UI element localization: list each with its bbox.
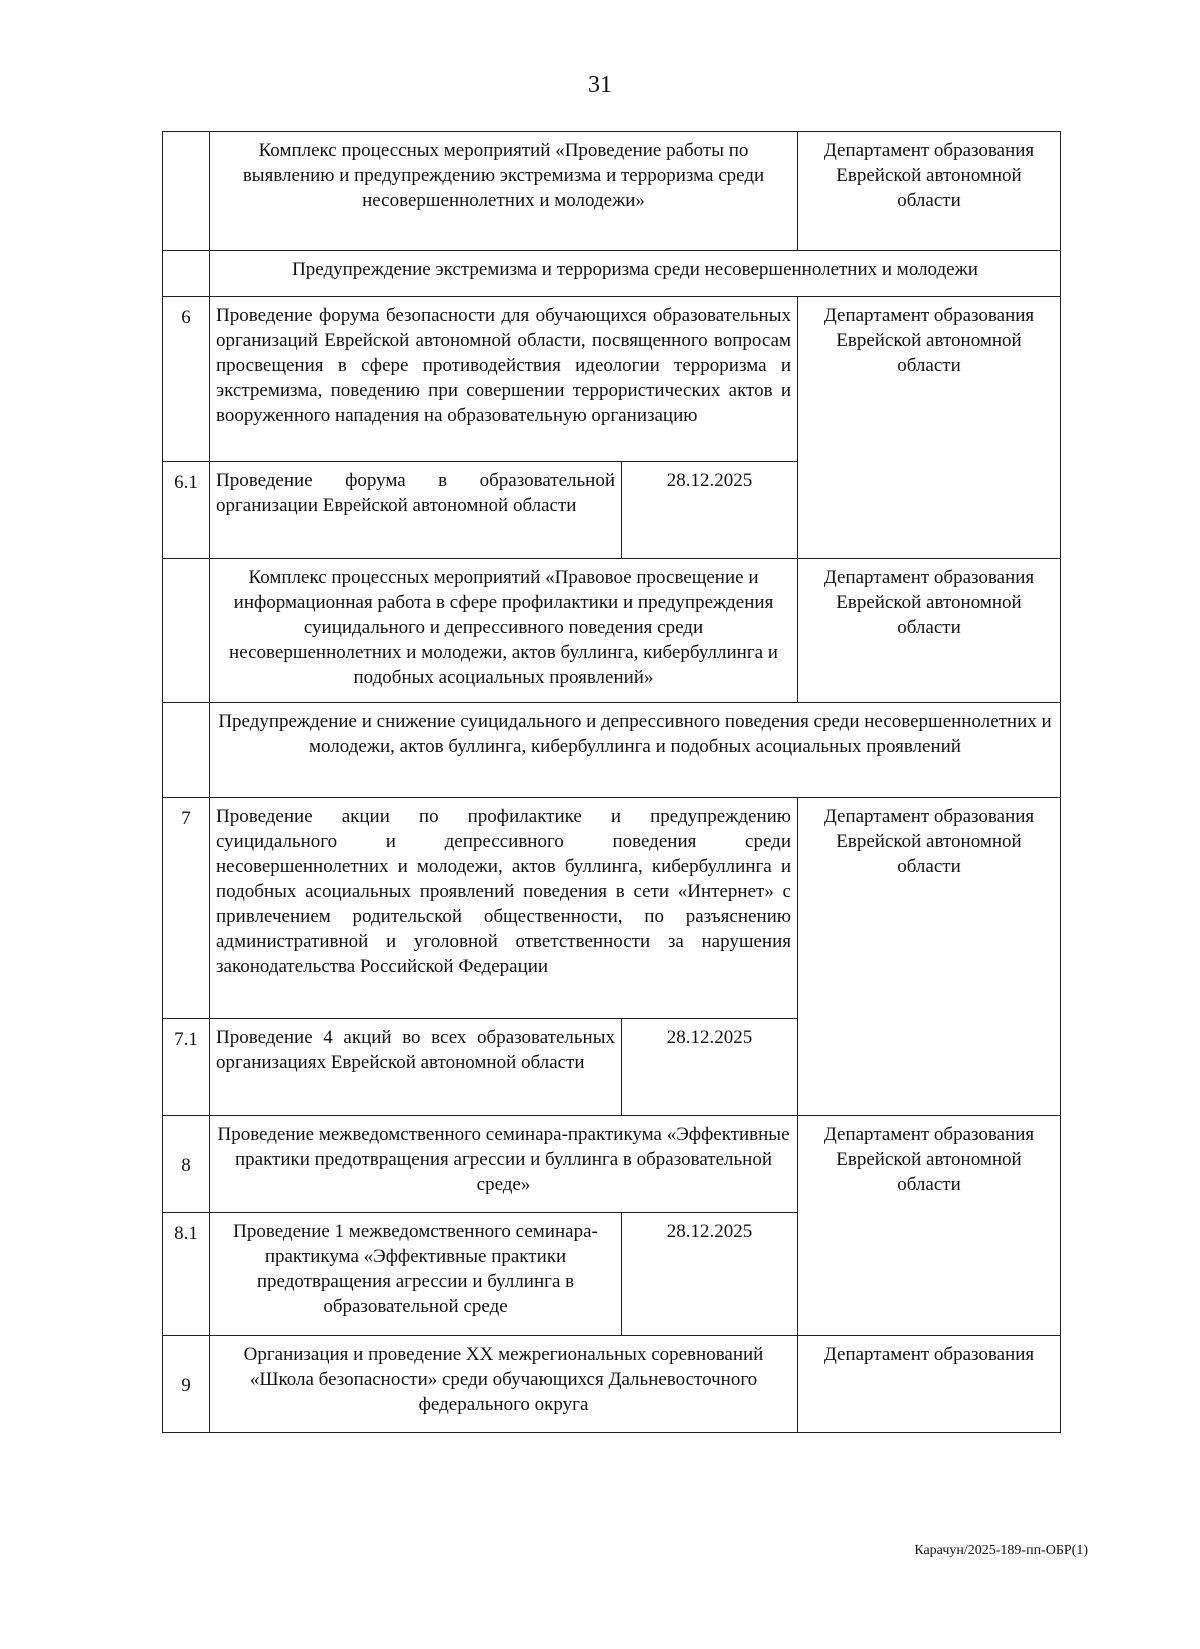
event-description: Проведение 1 межведомственного семинара-практикума «Эффективные практики предотвращения агрессии и буллинга в образовательной среде xyxy=(210,1213,622,1336)
event-description: Проведение 4 акций во всех образовательных организациях Еврейской автономной области xyxy=(210,1019,622,1116)
responsible-department: Департамент образования Еврейской автономной области xyxy=(798,1116,1061,1336)
event-description: Организация и проведение XX межрегиональных соревнований «Школа безопасности» среди обучающихся Дальневосточного федерального округа xyxy=(210,1336,798,1433)
table-row xyxy=(163,798,1061,1019)
row-number-cell: 8 xyxy=(163,1116,210,1213)
event-description: Проведение акции по профилактике и предупреждению суицидального и депрессивного поведения среди несовершеннолетних и молодежи, актов буллинга, кибербуллинга и подобных асоциальных проявлений поведения в сети «Интернет» с привлечением родительской общественности, по разъяснению административной и уголовной ответственности за нарушения законодательства Российской Федерации xyxy=(210,798,798,1019)
table-row xyxy=(163,297,1061,462)
deadline-date: 28.12.2025 xyxy=(622,1019,798,1116)
responsible-department: Департамент образования xyxy=(798,1336,1061,1433)
row-number-cell xyxy=(163,251,210,297)
section-heading: Предупреждение экстремизма и терроризма среди несовершеннолетних и молодежи xyxy=(210,251,1061,297)
responsible-department: Департамент образования Еврейской автономной области xyxy=(798,297,1061,559)
row-number-cell: 9 xyxy=(163,1336,210,1433)
deadline-date: 28.12.2025 xyxy=(622,462,798,559)
row-number-cell xyxy=(163,132,210,251)
events-table xyxy=(162,131,1061,1433)
table-row xyxy=(163,1116,1061,1213)
table-row xyxy=(163,1336,1061,1433)
row-number-cell: 7.1 xyxy=(163,1019,210,1116)
event-description: Проведение межведомственного семинара-практикума «Эффективные практики предотвращения агрессии и буллинга в образовательной среде» xyxy=(210,1116,798,1213)
complex-title: Комплекс процессных мероприятий «Проведение работы по выявлению и предупреждению экстремизма и терроризма среди несовершеннолетних и молодежи» xyxy=(210,132,798,251)
table-row xyxy=(163,251,1061,297)
row-number-cell xyxy=(163,559,210,703)
document-code: Карачун/2025-189-пп-ОБР(1) xyxy=(914,1543,1088,1558)
table-row xyxy=(163,703,1061,798)
event-description: Проведение форума безопасности для обучающихся образовательных организаций Еврейской автономной области, посвященного вопросам просвещения в сфере противодействия идеологии терроризма и экстремизма, поведению при совершении террористических актов и вооруженного нападения на образовательную организацию xyxy=(210,297,798,462)
event-description: Проведение форума в образовательной организации Еврейской автономной области xyxy=(210,462,622,559)
row-number-cell xyxy=(163,703,210,798)
row-number-cell: 7 xyxy=(163,798,210,1019)
complex-title: Комплекс процессных мероприятий «Правовое просвещение и информационная работа в сфере профилактики и предупреждения суицидального и депрессивного поведения среди несовершеннолетних и молодежи, актов буллинга, кибербуллинга и подобных асоциальных проявлений» xyxy=(210,559,798,703)
responsible-department: Департамент образования Еврейской автономной области xyxy=(798,559,1061,703)
page-number: 31 xyxy=(588,72,612,98)
deadline-date: 28.12.2025 xyxy=(622,1213,798,1336)
responsible-department: Департамент образования Еврейской автономной области xyxy=(798,132,1061,251)
responsible-department: Департамент образования Еврейской автономной области xyxy=(798,798,1061,1116)
table-row xyxy=(163,132,1061,251)
table-row xyxy=(163,559,1061,703)
row-number-cell: 6.1 xyxy=(163,462,210,559)
row-number-cell: 8.1 xyxy=(163,1213,210,1336)
row-number-cell: 6 xyxy=(163,297,210,462)
section-heading: Предупреждение и снижение суицидального и депрессивного поведения среди несовершеннолетних и молодежи, актов буллинга, кибербуллинга и подобных асоциальных проявлений xyxy=(210,703,1061,798)
